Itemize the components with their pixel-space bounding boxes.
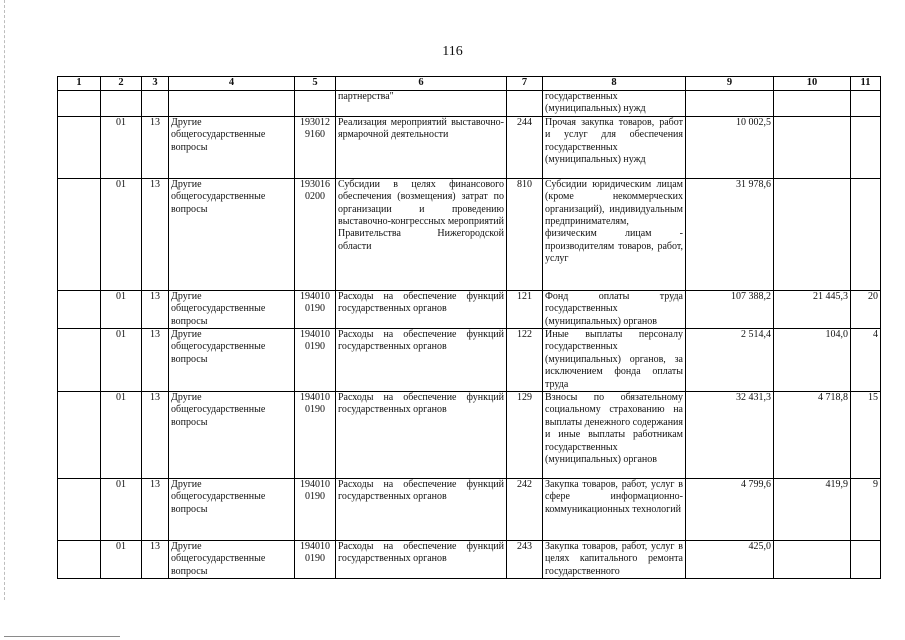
table-cell [851, 91, 881, 117]
table-cell: Расходы на обеспечение функций государственных органов [336, 329, 507, 392]
table-cell: 32 431,3 [686, 392, 774, 479]
table-cell: 01 [101, 116, 142, 178]
table-cell: 31 978,6 [686, 178, 774, 290]
table-cell: 01 [101, 329, 142, 392]
table-cell: 129 [507, 392, 543, 479]
table-cell: 121 [507, 290, 543, 328]
table-cell [851, 116, 881, 178]
table-cell: Расходы на обеспечение функций государственных органов [336, 479, 507, 541]
col-header: 5 [295, 77, 336, 91]
table-cell: 425,0 [686, 541, 774, 579]
page-number: 116 [442, 44, 463, 59]
table-cell [58, 541, 101, 579]
table-cell: 194010 0190 [295, 479, 336, 541]
table-cell: 194010 0190 [295, 392, 336, 479]
table-cell: 13 [142, 479, 169, 541]
table-cell: 10 002,5 [686, 116, 774, 178]
table-row [58, 91, 881, 117]
table-cell: 13 [142, 178, 169, 290]
table-cell: 21 445,3 [774, 290, 851, 328]
table-cell: 13 [142, 116, 169, 178]
table-cell: Субсидии юридическим лицам (кроме некоммерческих организаций), индивидуальным предпринимателям, физическим лицам - производителям товаров, работ, услуг [543, 178, 686, 290]
table-cell: 15 [851, 392, 881, 479]
table-cell: 01 [101, 290, 142, 328]
table-cell [774, 541, 851, 579]
col-header: 8 [543, 77, 686, 91]
table-cell: 419,9 [774, 479, 851, 541]
table-cell: 13 [142, 329, 169, 392]
table-cell: Другие общегосударственные вопросы [169, 541, 295, 579]
table-cell [58, 392, 101, 479]
table-cell: Другие общегосударственные вопросы [169, 329, 295, 392]
table-cell [58, 116, 101, 178]
table-cell [295, 91, 336, 117]
table-cell: 01 [101, 392, 142, 479]
table-cell: Взносы по обязательному социальному страхованию на выплаты денежного содержания и иные выплаты работникам государственных (муниципальных) органов [543, 392, 686, 479]
table-cell: 01 [101, 178, 142, 290]
table-cell: 243 [507, 541, 543, 579]
table-cell: Расходы на обеспечение функций государственных органов [336, 541, 507, 579]
table-cell: 4 [851, 329, 881, 392]
table-cell: 194010 0190 [295, 541, 336, 579]
table-cell: Иные выплаты персоналу государственных (муниципальных) органов, за исключением фонда оплаты труда [543, 329, 686, 392]
table-cell: 810 [507, 178, 543, 290]
col-header: 6 [336, 77, 507, 91]
budget-table [57, 76, 881, 579]
col-header: 4 [169, 77, 295, 91]
table-row [58, 116, 881, 178]
table-cell: Расходы на обеспечение функций государственных органов [336, 290, 507, 328]
table-cell: Другие общегосударственные вопросы [169, 479, 295, 541]
table-cell: Другие общегосударственные вопросы [169, 178, 295, 290]
col-header: 11 [851, 77, 881, 91]
col-header: 2 [101, 77, 142, 91]
table-cell: 122 [507, 329, 543, 392]
table-cell [142, 91, 169, 117]
table-cell: Закупка товаров, работ, услуг в сфере информационно-коммуникационных технологий [543, 479, 686, 541]
col-header: 3 [142, 77, 169, 91]
table-row [58, 479, 881, 541]
table-cell [507, 91, 543, 117]
table-cell: 01 [101, 541, 142, 579]
table-cell [686, 91, 774, 117]
table-cell: 194010 0190 [295, 290, 336, 328]
table-cell: 01 [101, 479, 142, 541]
table-cell: 4 799,6 [686, 479, 774, 541]
table-cell [169, 91, 295, 117]
table-cell: 193016 0200 [295, 178, 336, 290]
bottom-rule [4, 636, 120, 637]
table-cell: 104,0 [774, 329, 851, 392]
table-cell: государственных (муниципальных) нужд [543, 91, 686, 117]
table-cell [101, 91, 142, 117]
table-row [58, 392, 881, 479]
table-cell: 194010 0190 [295, 329, 336, 392]
table-cell: 13 [142, 392, 169, 479]
col-header: 9 [686, 77, 774, 91]
table-cell: 13 [142, 541, 169, 579]
table-row [58, 329, 881, 392]
table-cell: 244 [507, 116, 543, 178]
col-header: 10 [774, 77, 851, 91]
table-cell: 9 [851, 479, 881, 541]
table-cell [58, 91, 101, 117]
table-cell: Закупка товаров, работ, услуг в целях капитального ремонта государственного [543, 541, 686, 579]
table-cell: Другие общегосударственные вопросы [169, 116, 295, 178]
table-cell [851, 178, 881, 290]
table-cell: Расходы на обеспечение функций государственных органов [336, 392, 507, 479]
table-row [58, 541, 881, 579]
table-cell: Другие общегосударственные вопросы [169, 290, 295, 328]
table-cell: Субсидии в целях финансового обеспечения (возмещения) затрат по организации и проведению выставочно-конгрессных мероприятий Правительства Нижегородской области [336, 178, 507, 290]
col-header: 1 [58, 77, 101, 91]
left-margin-line [4, 0, 6, 600]
col-header: 7 [507, 77, 543, 91]
table-cell [774, 116, 851, 178]
table-cell: 107 388,2 [686, 290, 774, 328]
table-cell: Фонд оплаты труда государственных (муниципальных) органов [543, 290, 686, 328]
table-cell: Реализация мероприятий выставочно-ярмарочной деятельности [336, 116, 507, 178]
table-row [58, 178, 881, 290]
table-cell: Другие общегосударственные вопросы [169, 392, 295, 479]
table-cell: 193012 9160 [295, 116, 336, 178]
table-cell [58, 329, 101, 392]
table-cell: 242 [507, 479, 543, 541]
table-cell [58, 290, 101, 328]
table-cell [851, 541, 881, 579]
table-cell: партнерства" [336, 91, 507, 117]
table-cell: 20 [851, 290, 881, 328]
table-cell: 4 718,8 [774, 392, 851, 479]
table-row [58, 290, 881, 328]
table-cell [58, 178, 101, 290]
table-cell: Прочая закупка товаров, работ и услуг для обеспечения государственных (муниципальных) нужд [543, 116, 686, 178]
header-row [58, 77, 881, 91]
table-cell [774, 178, 851, 290]
table-cell [58, 479, 101, 541]
table-cell: 2 514,4 [686, 329, 774, 392]
table-cell [774, 91, 851, 117]
table-cell: 13 [142, 290, 169, 328]
